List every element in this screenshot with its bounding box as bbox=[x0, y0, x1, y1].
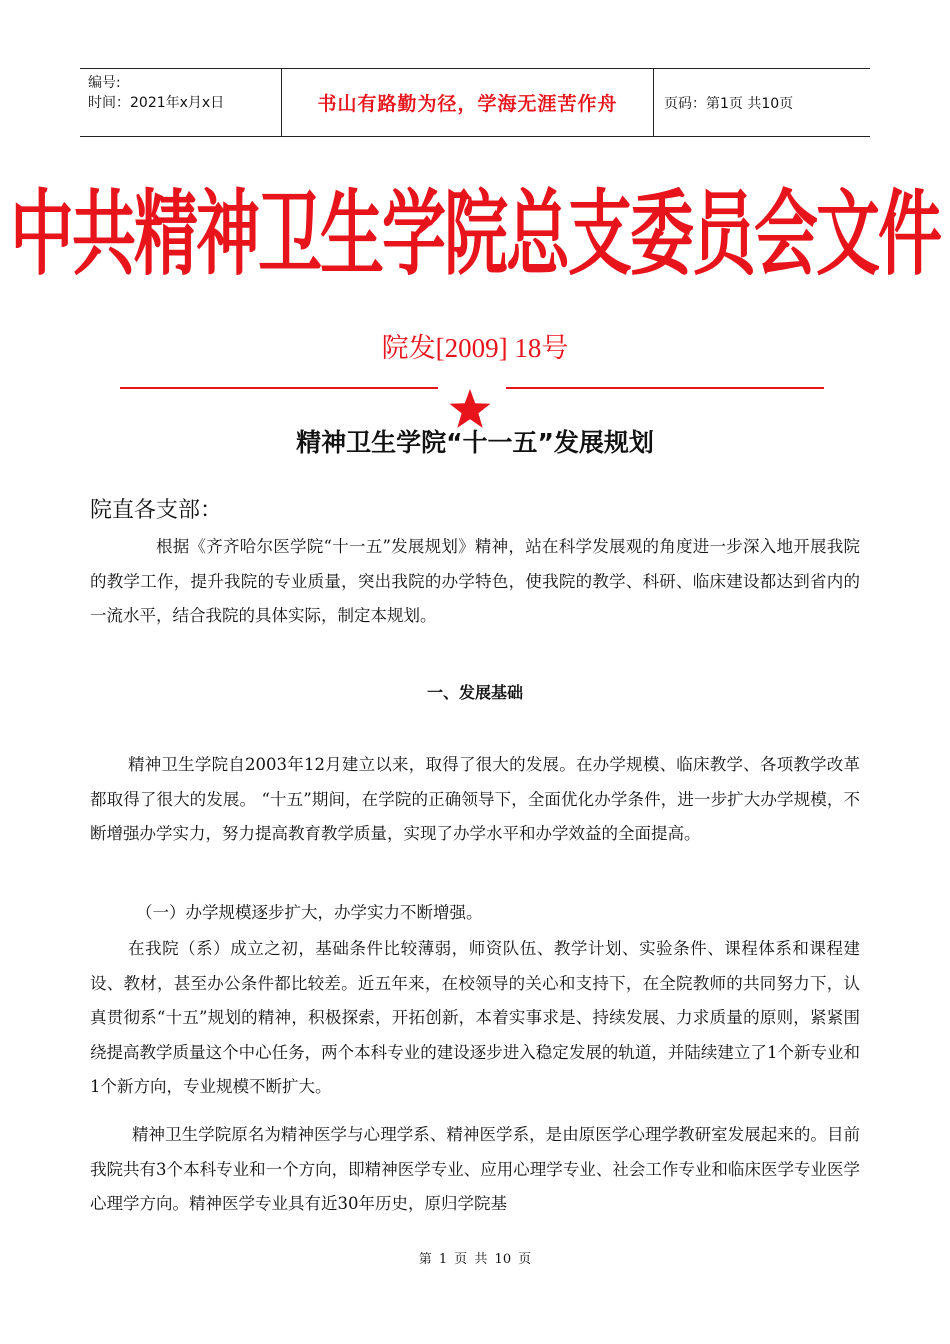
intro-paragraph: 根据《齐齐哈尔医学院“十一五”发展规划》精神，站在科学发展观的角度进一步深入地开展我院的教学工作，提升我院的专业质量，突出我院的办学特色，使我院的教学、科研、临床建设都达到省内的一流水平，结合我院的具体实际，制定本规划。 bbox=[90, 537, 860, 625]
code-label: 编号: bbox=[88, 75, 121, 91]
paragraph-early-stage: 在我院（系）成立之初，基础条件比较薄弱，师资队伍、教学计划、实验条件、课程体系和课程建设、教材，甚至办公条件都比较差。近五年来，在校领导的关心和支持下，在全院教师的共同努力下，认真贯彻系“十五”规划的精神，积极探索，开拓创新，本着实事求是、持续发展、力求质量的原则，紧紧围绕提高教学质量这个中心任务，两个本科专业的建设逐步进入稳定发展的轨道，并陆续建立了1个新专业和1个新方向，专业规模不断扩大。 bbox=[90, 939, 860, 1096]
red-letterhead-title: 中共精神卫生学院总支委员会文件 bbox=[10, 181, 940, 290]
document-header-table bbox=[80, 68, 870, 137]
paragraph-subheading: （一）办学规模逐步扩大，办学实力不断增强。 bbox=[136, 903, 483, 922]
header-page-label: 页码：第1页 共10页 bbox=[664, 95, 794, 112]
paragraph-history: 精神卫生学院自2003年12月建立以来，取得了很大的发展。在办学规模、临床教学、各项教学改革都取得了很大的发展。 “十五”期间，在学院的正确领导下，全面优化办学条件，进一步扩大办学规模，不断增强办学实力，努力提高教育教学质量，实现了办学水平和办学效益的全面提高。 bbox=[90, 755, 860, 843]
time-label: 时间：2021年x月x日 bbox=[88, 95, 225, 111]
header-meta-cell bbox=[80, 69, 282, 136]
section-heading: 一、发展基础 bbox=[426, 683, 523, 702]
salutation: 院直各支部： bbox=[90, 498, 223, 523]
left-red-rule bbox=[120, 387, 438, 389]
document-title: 精神卫生学院“十一五”发展规划 bbox=[296, 428, 654, 457]
paragraph-origin: 精神卫生学院原名为精神医学与心理学系、精神医学系，是由原医学心理学教研室发展起来的。目前我院共有3个本科专业和一个方向，即精神医学专业、应用心理学专业、社会工作专业和临床医学专业医学心理学方向。精神医学专业具有近30年历史，原归学院基 bbox=[90, 1125, 860, 1213]
page-footer: 第 1 页 共 10 页 bbox=[418, 1252, 532, 1267]
right-red-rule bbox=[506, 387, 824, 389]
header-motto: 书山有路勤为径，学海无涯苦作舟 bbox=[282, 69, 654, 136]
document-number: 院发[2009] 18号 bbox=[381, 333, 569, 363]
